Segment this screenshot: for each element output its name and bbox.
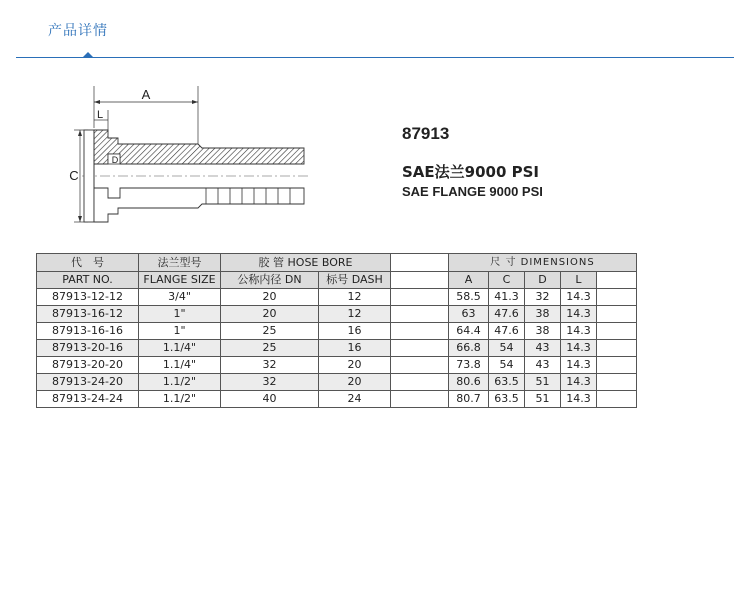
cell-dn: 20 <box>221 289 319 306</box>
cell-c: 54 <box>489 357 525 374</box>
table-row <box>37 323 637 340</box>
header-l: L <box>561 272 597 289</box>
cell-spacer <box>391 289 449 306</box>
header-dash: 标号 DASH <box>319 272 391 289</box>
cell-spacer <box>597 391 637 408</box>
table-row <box>37 340 637 357</box>
cell-a: 73.8 <box>449 357 489 374</box>
cell-dn: 25 <box>221 340 319 357</box>
cell-part-no: 87913-16-16 <box>37 323 139 340</box>
product-title-en: SAE FLANGE 9000 PSI <box>402 184 543 199</box>
cell-d: 51 <box>525 374 561 391</box>
cell-c: 63.5 <box>489 391 525 408</box>
cell-spacer <box>597 374 637 391</box>
header-spacer <box>391 272 449 289</box>
cell-spacer <box>597 306 637 323</box>
cell-c: 41.3 <box>489 289 525 306</box>
cell-l: 14.3 <box>561 340 597 357</box>
dim-d-label: D <box>111 155 119 165</box>
table-row <box>37 306 637 323</box>
cell-l: 14.3 <box>561 289 597 306</box>
cell-d: 43 <box>525 340 561 357</box>
tab-product-details[interactable]: 产品详情 <box>48 23 108 39</box>
cell-part-no: 87913-24-20 <box>37 374 139 391</box>
header-code-cn: 代 号 <box>37 254 139 272</box>
cell-spacer <box>597 340 637 357</box>
cell-flange-size: 1.1/4" <box>139 357 221 374</box>
cell-d: 51 <box>525 391 561 408</box>
table-row <box>37 289 637 306</box>
cell-l: 14.3 <box>561 323 597 340</box>
product-heading <box>402 124 543 202</box>
cell-spacer <box>391 357 449 374</box>
cell-c: 47.6 <box>489 306 525 323</box>
cell-part-no: 87913-20-16 <box>37 340 139 357</box>
cell-dash: 12 <box>319 289 391 306</box>
tab-indicator-caret <box>83 52 93 57</box>
cell-part-no: 87913-12-12 <box>37 289 139 306</box>
header-part-no: PART NO. <box>37 272 139 289</box>
cell-a: 64.4 <box>449 323 489 340</box>
part-number-title: 87913 <box>402 124 450 143</box>
dim-l-label: L <box>96 109 104 121</box>
product-title-cn: SAE法兰9000 PSI <box>402 163 540 181</box>
cell-dash: 20 <box>319 374 391 391</box>
cell-dash: 16 <box>319 323 391 340</box>
fitting-drawing <box>60 82 320 242</box>
cell-flange-size: 1.1/4" <box>139 340 221 357</box>
cell-d: 38 <box>525 323 561 340</box>
cell-dn: 32 <box>221 357 319 374</box>
cell-part-no: 87913-24-24 <box>37 391 139 408</box>
cell-l: 14.3 <box>561 357 597 374</box>
cell-flange-size: 3/4" <box>139 289 221 306</box>
cell-a: 80.7 <box>449 391 489 408</box>
tab-divider <box>16 57 734 58</box>
header-spacer <box>391 254 449 272</box>
cell-l: 14.3 <box>561 391 597 408</box>
table-row <box>37 391 637 408</box>
cell-dash: 16 <box>319 340 391 357</box>
spec-table <box>36 253 637 408</box>
cell-spacer <box>391 374 449 391</box>
cell-dn: 25 <box>221 323 319 340</box>
header-a: A <box>449 272 489 289</box>
dim-a-label: A <box>141 87 151 102</box>
cell-c: 47.6 <box>489 323 525 340</box>
cell-flange-size: 1" <box>139 323 221 340</box>
cell-spacer <box>391 340 449 357</box>
header-hose-bore: 胶 管 HOSE BORE <box>221 254 391 272</box>
cell-d: 38 <box>525 306 561 323</box>
cell-spacer <box>597 323 637 340</box>
cell-a: 66.8 <box>449 340 489 357</box>
cell-dn: 20 <box>221 306 319 323</box>
cell-a: 80.6 <box>449 374 489 391</box>
cell-dash: 24 <box>319 391 391 408</box>
cell-dn: 32 <box>221 374 319 391</box>
cell-dash: 12 <box>319 306 391 323</box>
cell-flange-size: 1" <box>139 306 221 323</box>
cell-d: 32 <box>525 289 561 306</box>
header-flange-cn: 法兰型号 <box>139 254 221 272</box>
header-flange-size: FLANGE SIZE <box>139 272 221 289</box>
cell-a: 58.5 <box>449 289 489 306</box>
cell-spacer <box>597 357 637 374</box>
cell-spacer <box>391 306 449 323</box>
cell-l: 14.3 <box>561 374 597 391</box>
cell-d: 43 <box>525 357 561 374</box>
header-d: D <box>525 272 561 289</box>
cell-c: 54 <box>489 340 525 357</box>
cell-flange-size: 1.1/2" <box>139 391 221 408</box>
cell-a: 63 <box>449 306 489 323</box>
cell-spacer <box>391 323 449 340</box>
dim-c-label: C <box>69 168 79 183</box>
cell-part-no: 87913-20-20 <box>37 357 139 374</box>
cell-part-no: 87913-16-12 <box>37 306 139 323</box>
cell-l: 14.3 <box>561 306 597 323</box>
cell-flange-size: 1.1/2" <box>139 374 221 391</box>
table-row <box>37 357 637 374</box>
header-dn: 公称内径 DN <box>221 272 319 289</box>
header-c: C <box>489 272 525 289</box>
tab-bar <box>16 0 734 60</box>
table-row <box>37 374 637 391</box>
header-spacer <box>597 272 637 289</box>
cell-dash: 20 <box>319 357 391 374</box>
cell-dn: 40 <box>221 391 319 408</box>
cell-spacer <box>391 391 449 408</box>
cell-spacer <box>597 289 637 306</box>
cell-c: 63.5 <box>489 374 525 391</box>
header-dimensions: 尺 寸 DIMENSIONS <box>449 254 637 272</box>
